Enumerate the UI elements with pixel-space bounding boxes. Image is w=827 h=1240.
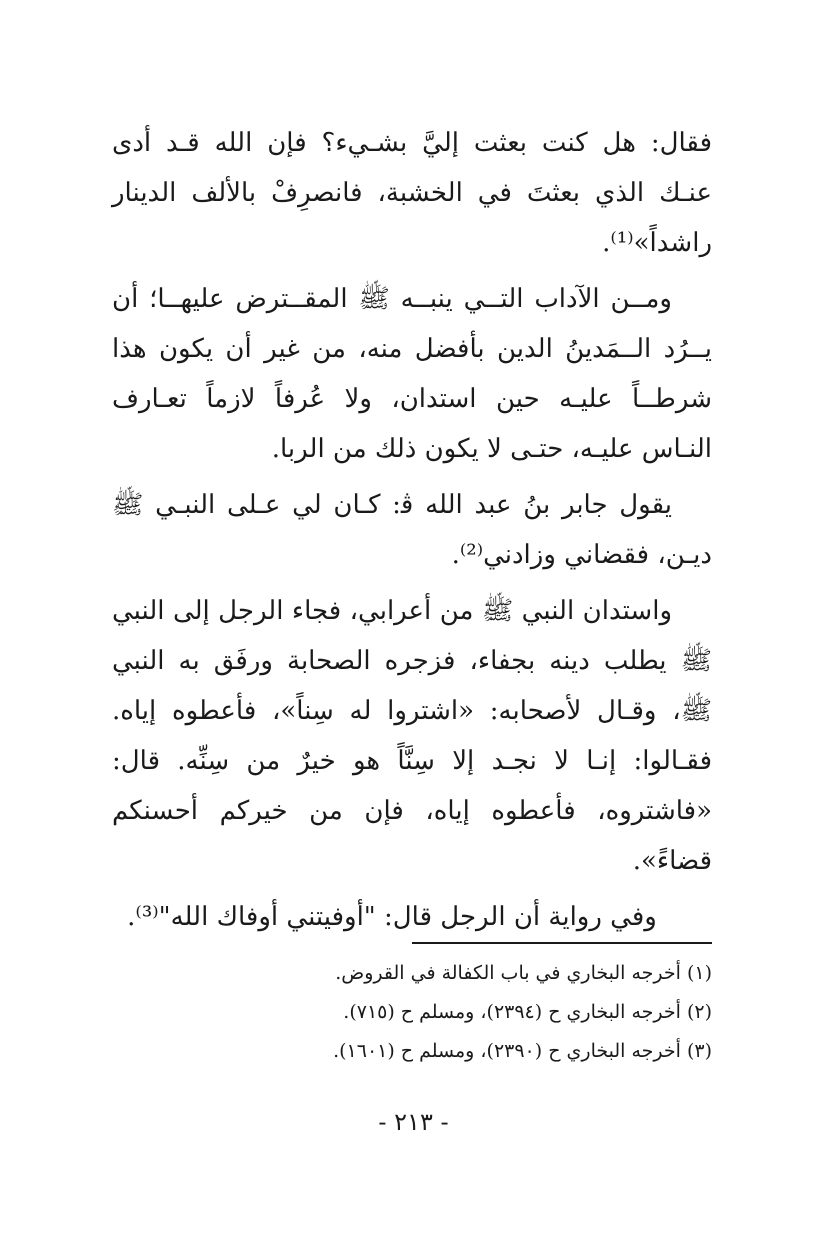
paragraph-3: يقول جابر بنُ عبد الله ﭬ: كـان لي عـلى النبـي ﷺ ديـن، فقضاني وزادني⁽²⁾.	[112, 490, 712, 570]
footnote-1: (١) أخرجه البخاري في باب الكفالة في القروض.	[335, 962, 712, 984]
footnote-divider	[412, 942, 712, 944]
page-number: - ٢١٣ -	[378, 1108, 449, 1136]
footnotes-section	[112, 942, 712, 1071]
paragraph-1: فقال: هل كنت بعثت إليَّ بشـيء؟ فإن الله قـد أدى عنـك الذي بعثتَ في الخشبة، فانصرِفْ بالألف الدينار راشداً»⁽¹⁾.	[112, 128, 712, 258]
paragraph-5: وفي رواية أن الرجل قال: "أوفيتني أوفاك الله"⁽³⁾.	[127, 902, 657, 932]
paragraph-4: واستدان النبي ﷺ من أعرابي، فجاء الرجل إلى النبي ﷺ يطلب دينه بجفاء، فزجره الصحابة ورفَق به النبي ﷺ، وقـال لأصحابه: «اشتروا له سِناً»، فأعطوه إياه. فقـالوا: إنـا لا نجـد إلا سِنَّاً هو خيرٌ من سِنِّه. قال: «فاشتروه، فأعطوه إياه، فإن من خيركم أحسنكم قضاءً».	[112, 596, 712, 876]
footnote-2: (٢) أخرجه البخاري ح (٢٣٩٤)، ومسلم ح (٧١٥).	[343, 1001, 712, 1023]
paragraph-2: ومــن الآداب التــي ينبــه ﷺ المقــترض عليهــا؛ أن يــرُد الــمَدينُ الدين بأفضل منه، من غير أن يكون هذا شرطــاً عليـه حين استدان، ولا عُرفاً لازماً تعـارف النـاس عليـه، حتـى لا يكون ذلك من الربا.	[112, 284, 712, 464]
footnote-3: (٣) أخرجه البخاري ح (٢٣٩٠)، ومسلم ح (١٦٠١).	[333, 1040, 712, 1062]
page-body	[112, 118, 712, 948]
